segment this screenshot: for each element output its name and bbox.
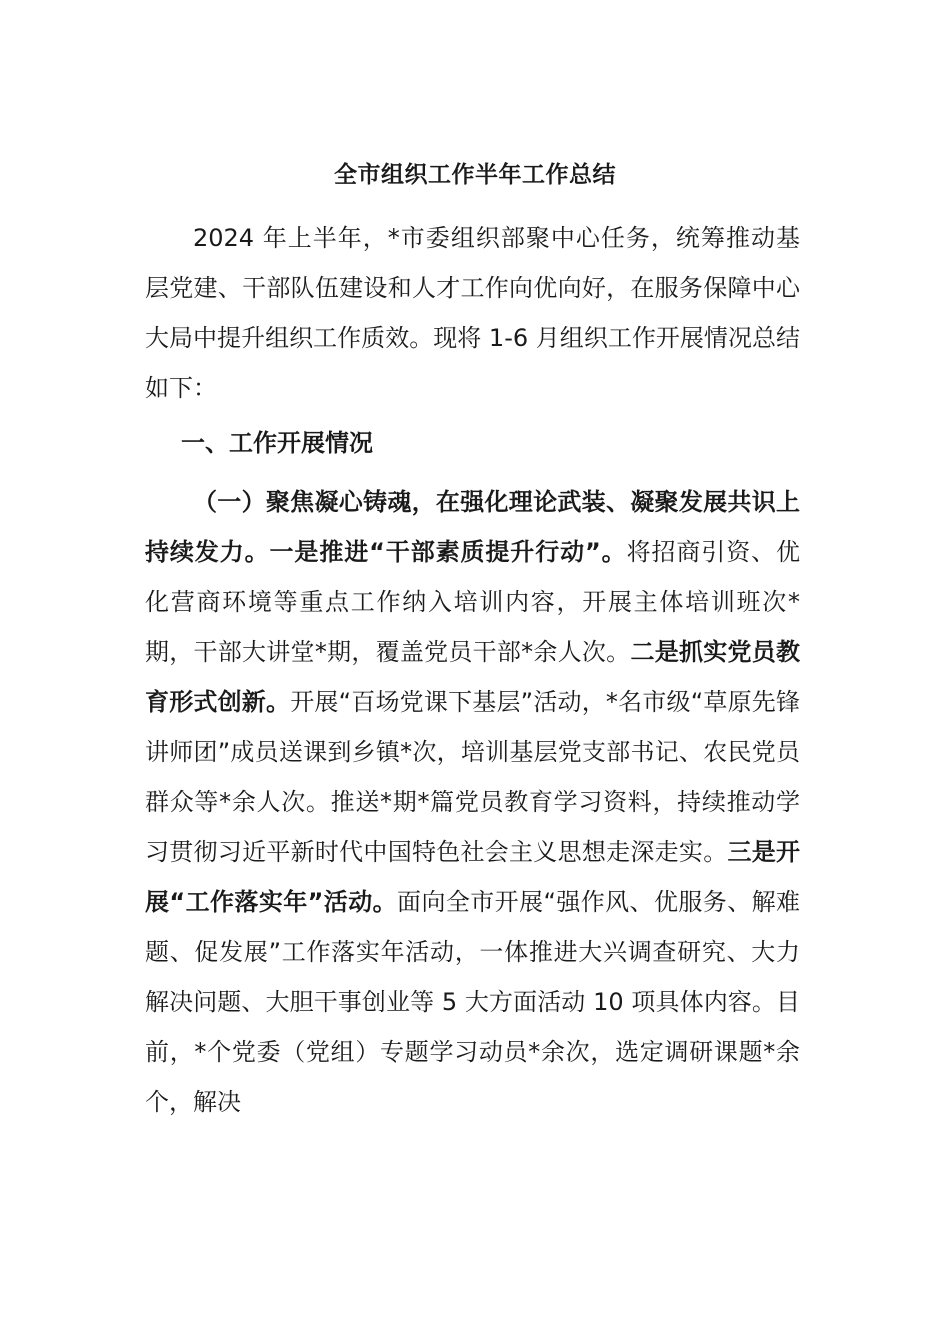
- paragraph-text: 面向全市开展“强作风、优服务、解难题、促发展”工作落实年活动，一体推进大兴调查研究、大力解决问题、大胆干事创业等 5 大方面活动 10 项具体内容。目前，*个党委（党组）专题学习动员*余次，选定调研课题*余个，解决: [145, 888, 801, 1116]
- paragraph-lead-bold: （一）聚焦凝心铸魂，在强化理论武装、凝聚发展共识上持续发力。一是推进“干部素质提升行动”。: [145, 488, 800, 566]
- paragraph-text: 将招商引资、优化营商环境等重点工作纳入培训内容，开展主体培训班次*期，干部大讲堂*期，覆盖党员干部*余人次。: [145, 538, 801, 666]
- paragraph-bold-point: 二是抓实党员教育形式创新。: [145, 638, 801, 716]
- section-heading: 一、工作开展情况: [181, 429, 373, 457]
- paragraph-text: 开展“百场党课下基层”活动，*名市级“草原先锋讲师团”成员送课到乡镇*次，培训基层党支部书记、农民党员群众等*余人次。推送*期*篇党员教育学习资料，持续推动学习贯彻习近平新时代中国特色社会主义思想走深走实。: [145, 688, 800, 866]
- document-title: 全市组织工作半年工作总结: [334, 162, 616, 188]
- intro-paragraph: 2024 年上半年，*市委组织部聚中心任务，统筹推动基层党建、干部队伍建设和人才工作向优向好，在服务保障中心大局中提升组织工作质效。现将 1-6 月组织工作开展情况总结如下：: [145, 224, 800, 402]
- paragraph-bold-point: 三是开展“工作落实年”活动。: [145, 838, 801, 916]
- section-paragraph: [145, 477, 800, 1127]
